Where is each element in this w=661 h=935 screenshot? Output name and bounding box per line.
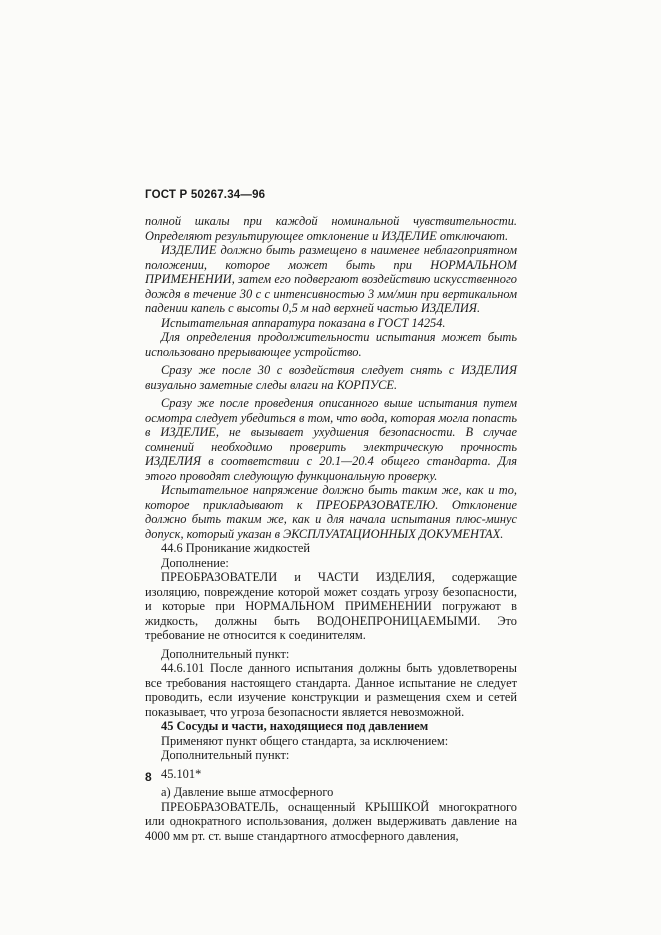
section-45-title: 45 Сосуды и части, находящиеся под давлением [161,719,429,733]
paragraph-pressure: ПРЕОБРАЗОВАТЕЛЬ, оснащенный КРЫШКОЙ многократного или однократного использования, должен выдерживать давление на 4000 мм рт. ст. выше стандартного атмосферного давления, [145,799,517,843]
clause-44-6-101: 44.6.101 После данного испытания должны быть удовлетворены все требования настоящего стандарта. Данное испытание не следует проводить, если изучение конструкции и размещения схем и сетей показывает, что угроза безопасности является невозможной. [145,661,517,719]
paragraph-2: ИЗДЕЛИЕ должно быть размещено в наименее неблагоприятном положении, которое может быть при НОРМАЛЬНОМ ПРИМЕНЕНИИ, затем его подвергают воздействию искусственного дождя в течение 30 с с интенсивностью 3 мм/мин при вертикальном падении капель с высоты 0,5 м над верхней частью ИЗДЕЛИЯ. [145,243,517,315]
item-a-title: а) Давление выше атмосферного [161,785,334,799]
document-body [145,214,517,843]
paragraph-transducers: ПРЕОБРАЗОВАТЕЛИ и ЧАСТИ ИЗДЕЛИЯ, содержащие изоляцию, повреждение которой может создать угрозу безопасности, и которые при НОРМАЛЬНОМ ПРИМЕНЕНИИ погружают в жидкость, должны быть ВОДОНЕПРОНИЦАЕМЫМИ. Это требование не относится к соединителям. [145,570,517,642]
document-header: ГОСТ Р 50267.34—96 [145,189,266,201]
paragraph-3: Испытательная аппаратура показана в ГОСТ 14254. [161,315,446,330]
paragraph-7: Испытательное напряжение должно быть таким же, как и то, которое прикладывают к ПРЕОБРАЗОВАТЕЛЮ. Отклонение должно быть таким же, как и для начала испытания плюс-минус допуск, который указан в ЭКСПЛУАТАЦИОННЫХ ДОКУМЕНТАХ. [145,483,517,541]
paragraph-apply: Применяют пункт общего стандарта, за исключением: [161,733,449,748]
paragraph-4: Для определения продолжительности испытания может быть использовано прерывающее устройство. [145,330,517,359]
section-44-6-title: 44.6 Проникание жидкостей [161,541,311,555]
paragraph-5: Сразу же после 30 с воздействия следует снять с ИЗДЕЛИЯ визуально заметные следы влаги на КОРПУСЕ. [145,363,517,392]
clause-45-101: 45.101* [161,766,202,781]
paragraph-6: Сразу же после проведения описанного выше испытания путем осмотра следует убедиться в том, что вода, которая могла попасть в ИЗДЕЛИЕ, не вызывает ухудшения безопасности. В случае сомнений необходимо проверить электрическую прочность ИЗДЕЛИЯ в соответствии с 20.1—20.4 общего стандарта. Для этого проводят следующую функциональную проверку. [145,396,517,483]
paragraph-1: полной шкалы при каждой номинальной чувствительности. Определяют результирующее отклонение и ИЗДЕЛИЕ отключают. [145,214,517,243]
addition-label: Дополнение: [161,555,229,570]
additional-clause-label: Дополнительный пункт: [161,646,290,661]
page-number: 8 [145,770,152,784]
additional-clause-label-2: Дополнительный пункт: [161,748,290,762]
